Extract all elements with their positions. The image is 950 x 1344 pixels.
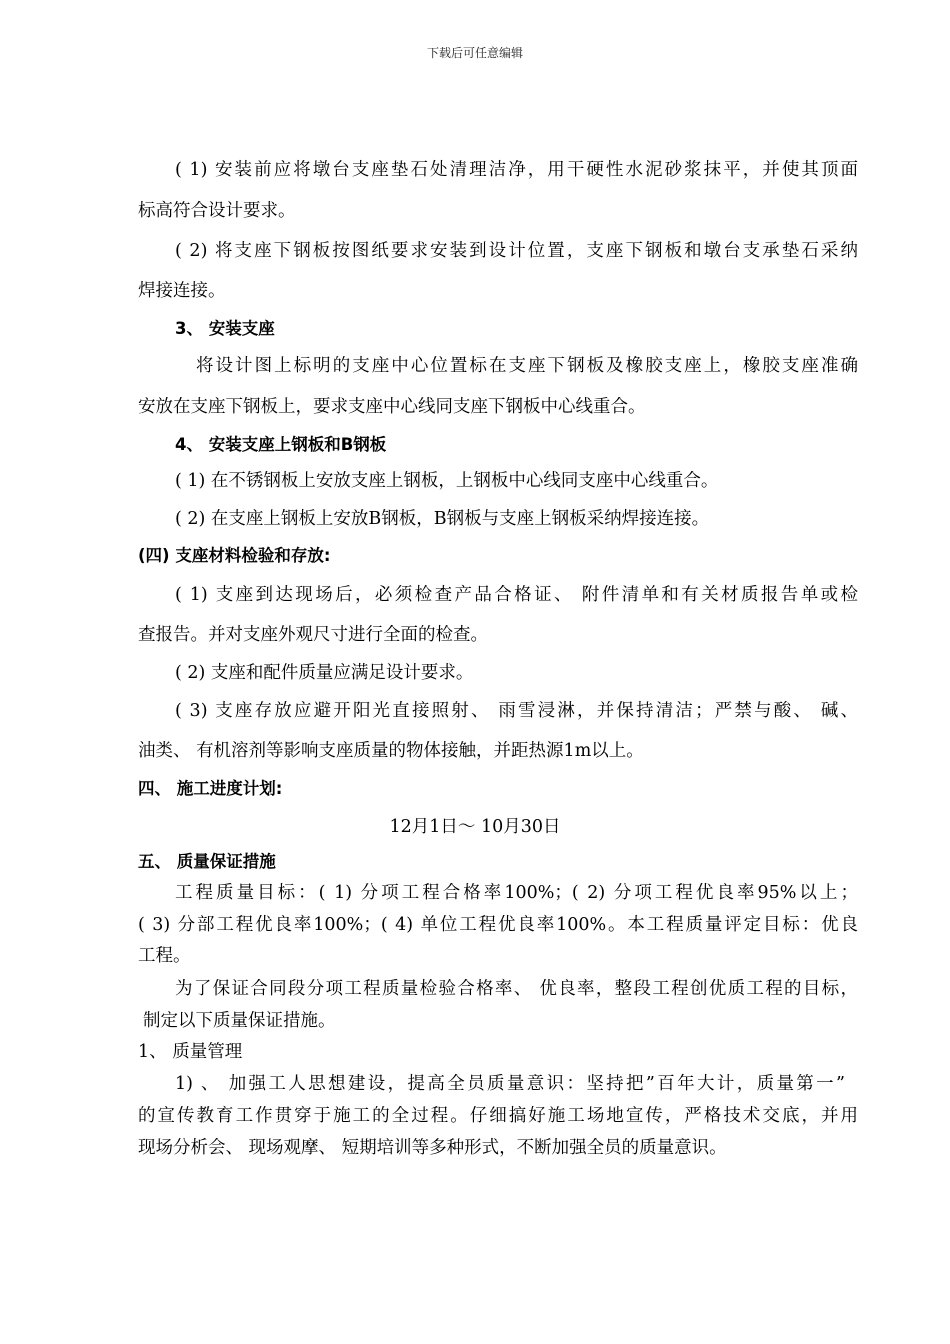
paragraph-line: 焊接连接。 — [138, 281, 226, 301]
paragraph-line: ( 3) 支座存放应避开阳光直接照射、 雨雪浸淋，并保持清洁；严禁与酸、 碱、 — [175, 701, 858, 721]
paragraph-line: ( 2) 将支座下钢板按图纸要求安装到设计位置，支座下钢板和墩台支承垫石采纳 — [175, 241, 858, 261]
paragraph-line: 的宣传教育工作贯穿于施工的全过程。仔细搞好施工场地宣传，严格技术交底，并用 — [138, 1106, 858, 1126]
paragraph-line: 安放在支座下钢板上，要求支座中心线同支座下钢板中心线重合。 — [138, 397, 646, 417]
paragraph-line: ( 1) 在不锈钢板上安放支座上钢板，上钢板中心线同支座中心线重合。 — [175, 471, 719, 491]
schedule-dates: 12月1日～ 10月30日 — [389, 817, 561, 837]
paragraph-line: 1) 、 加强工人思想建设，提高全员质量意识：坚持把”百年大计，质量第一” — [175, 1074, 845, 1094]
paragraph-line: 查报告。并对支座外观尺寸进行全面的检查。 — [138, 625, 488, 645]
paragraph-line: ( 1) 支座到达现场后，必须检查产品合格证、 附件清单和有关材质报告单或检 — [175, 585, 858, 605]
page-header: 下载后可任意编辑 — [426, 46, 523, 60]
section-heading: 3、 安装支座 — [175, 319, 275, 338]
paragraph-line: ( 2) 支座和配件质量应满足设计要求。 — [175, 663, 474, 683]
section-heading: 五、 质量保证措施 — [138, 852, 276, 871]
paragraph-line: ( 2) 在支座上钢板上安放B钢板，B钢板与支座上钢板采纳焊接连接。 — [175, 509, 710, 529]
paragraph-line: ( 3) 分部工程优良率100%；( 4) 单位工程优良率100%。本工程质量评定目标：优良 — [138, 915, 858, 935]
section-heading: (四) 支座材料检验和存放: — [138, 546, 331, 565]
paragraph-line: 为了保证合同段分项工程质量检验合格率、 优良率，整段工程创优质工程的目标， — [175, 979, 858, 999]
paragraph-line: 将设计图上标明的支座中心位置标在支座下钢板及橡胶支座上，橡胶支座准确 — [196, 356, 858, 376]
paragraph-line: 制定以下质量保证措施。 — [143, 1011, 336, 1031]
paragraph-line: ( 1) 安装前应将墩台支座垫石处清理洁净，用干硬性水泥砂浆抹平，并使其顶面 — [175, 160, 858, 180]
section-heading: 1、 质量管理 — [138, 1042, 243, 1062]
section-heading: 4、 安装支座上钢板和B钢板 — [175, 435, 387, 454]
paragraph-line: 油类、 有机溶剂等影响支座质量的物体接触，并距热源1m以上。 — [138, 741, 644, 761]
paragraph-line: 工程质量目标：( 1) 分项工程合格率100%；( 2) 分项工程优良率95%以上； — [175, 883, 858, 903]
paragraph-line: 工程。 — [138, 946, 191, 966]
paragraph-line: 标高符合设计要求。 — [138, 201, 296, 221]
paragraph-line: 现场分析会、 现场观摩、 短期培训等多种形式，不断加强全员的质量意识。 — [138, 1138, 727, 1158]
section-heading: 四、 施工进度计划: — [138, 779, 283, 798]
